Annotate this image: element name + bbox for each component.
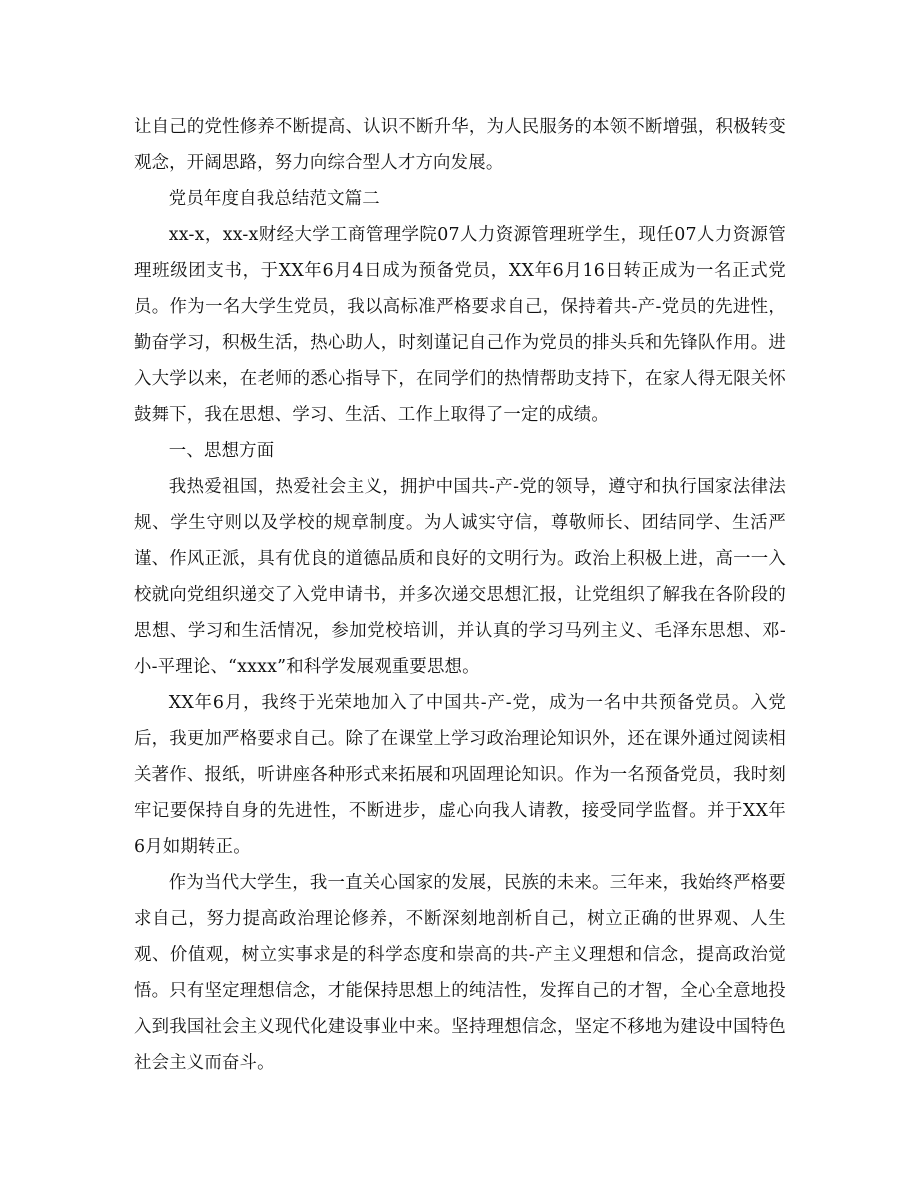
section-title: 党员年度自我总结范文篇二 bbox=[168, 189, 380, 209]
paragraph-intro: xx-x，xx-x财经大学工商管理学院07人力资源管理班学生，现任07人力资源管理班级团支书，于XX年6月4日成为预备党员，XX年6月16日转正成为一名正式党员。作为一名大学生党员，我以高标准严格要求自己，保持着共-产-党员的先进性，勤奋学习，积极生活，热心助人，时刻谨记自己作为党员的排头兵和先锋队作用。进入大学以来，在老师的悉心指导下，在同学们的热情帮助支持下，在家人得无限关怀鼓舞下，我在思想、学习、生活、工作上取得了一定的成绩。 bbox=[134, 225, 786, 425]
subsection-heading-thought: 一、思想方面 bbox=[168, 441, 275, 461]
paragraph-continuation: 让自己的党性修养不断提高、认识不断升华，为人民服务的本领不断增强，积极转变观念，开阔思路，努力向综合型人才方向发展。 bbox=[134, 117, 786, 173]
document-page bbox=[134, 109, 786, 1081]
paragraph-thought-3: 作为当代大学生，我一直关心国家的发展，民族的未来。三年来，我始终严格要求自己，努力提高政治理论修养，不断深刻地剖析自己，树立正确的世界观、人生观、价值观，树立实事求是的科学态度和崇高的共-产主义理想和信念，提高政治觉悟。只有坚定理想信念，才能保持思想上的纯洁性，发挥自己的才智，全心全意地投入到我国社会主义现代化建设事业中来。坚持理想信念，坚定不移地为建设中国特色社会主义而奋斗。 bbox=[134, 873, 786, 1073]
paragraph-thought-2: XX年6月，我终于光荣地加入了中国共-产-党，成为一名中共预备党员。入党后，我更加严格要求自己。除了在课堂上学习政治理论知识外，还在课外通过阅读相关著作、报纸，听讲座各种形式来拓展和巩固理论知识。作为一名预备党员，我时刻牢记要保持自身的先进性，不断进步，虚心向我人请教，接受同学监督。并于XX年6月如期转正。 bbox=[134, 693, 786, 857]
paragraph-thought-1: 我热爱祖国，热爱社会主义，拥护中国共-产-党的领导，遵守和执行国家法律法规、学生守则以及学校的规章制度。为人诚实守信，尊敬师长、团结同学、生活严谨、作风正派，具有优良的道德品质和良好的文明行为。政治上积极上进，高一一入校就向党组织递交了入党申请书，并多次递交思想汇报，让党组织了解我在各阶段的思想、学习和生活情况，参加党校培训，并认真的学习马列主义、毛泽东思想、邓-小-平理论、“xxxx”和科学发展观重要思想。 bbox=[134, 477, 786, 677]
